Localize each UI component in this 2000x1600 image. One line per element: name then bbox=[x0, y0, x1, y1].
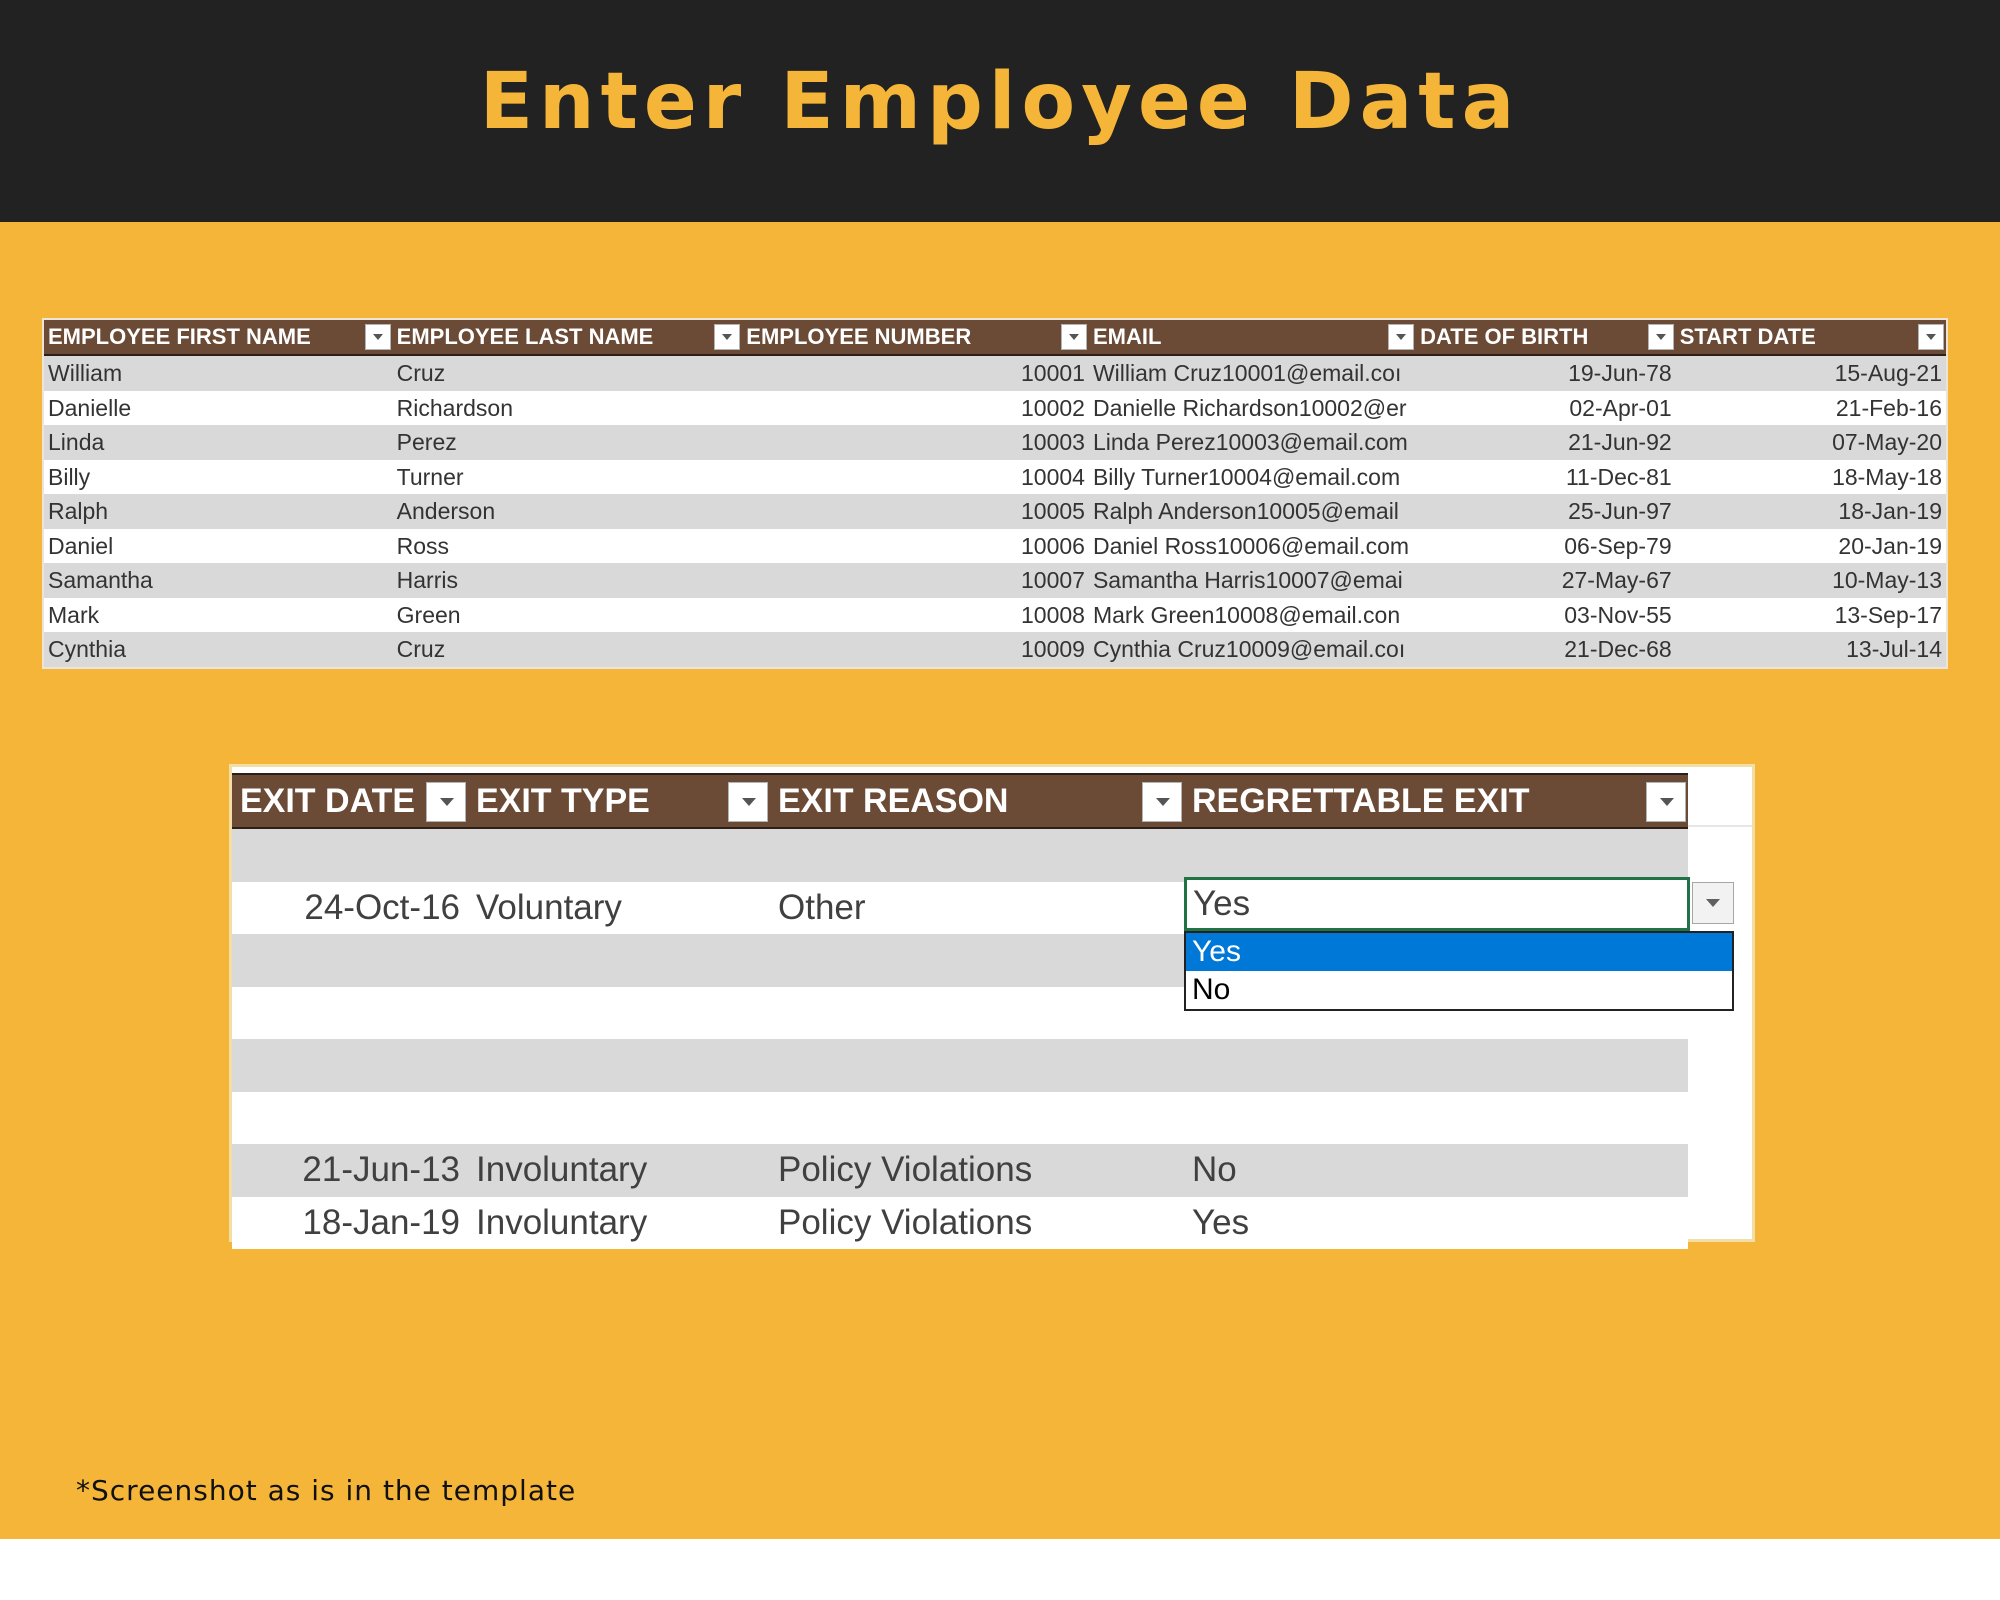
dropdown-list bbox=[1184, 931, 1734, 1011]
table-row bbox=[44, 632, 1946, 667]
table-cell[interactable]: Billy bbox=[48, 463, 91, 490]
column-header-label: EMPLOYEE LAST NAME bbox=[396, 324, 654, 349]
table-cell[interactable]: 21-Jun-13 bbox=[302, 1150, 460, 1189]
table-cell[interactable]: 06-Sep-79 bbox=[1564, 532, 1672, 559]
table-cell[interactable]: Ross bbox=[396, 532, 450, 559]
table-cell[interactable] bbox=[770, 1092, 1184, 1145]
table-cell[interactable]: Yes bbox=[1192, 1202, 1250, 1242]
column-header-employee-number bbox=[742, 320, 1089, 354]
table-cell[interactable] bbox=[468, 1039, 770, 1092]
employee-table bbox=[42, 318, 1948, 669]
column-header-label: START DATE bbox=[1679, 324, 1816, 349]
table-cell[interactable]: 02-Apr-01 bbox=[1569, 394, 1672, 421]
table-row bbox=[232, 1039, 1688, 1092]
table-cell[interactable] bbox=[232, 987, 468, 1040]
table-cell[interactable] bbox=[770, 934, 1184, 987]
filter-dropdown-icon[interactable] bbox=[1061, 324, 1087, 350]
column-header-regrettable-exit bbox=[1184, 775, 1688, 827]
table-cell[interactable]: Involuntary bbox=[476, 1202, 648, 1242]
exit-table-header bbox=[232, 773, 1688, 829]
table-cell[interactable]: Daniel bbox=[48, 532, 114, 559]
filter-dropdown-icon[interactable] bbox=[1646, 782, 1686, 822]
column-header-email bbox=[1089, 320, 1416, 354]
table-cell[interactable] bbox=[232, 1039, 468, 1092]
table-cell[interactable] bbox=[468, 987, 770, 1040]
table-cell[interactable] bbox=[468, 1092, 770, 1145]
table-cell[interactable]: Cruz bbox=[396, 360, 446, 386]
column-header-exit-reason bbox=[770, 775, 1184, 827]
table-cell[interactable]: Samantha Harris10007@emai bbox=[1092, 567, 1403, 593]
filter-dropdown-icon[interactable] bbox=[1648, 324, 1674, 350]
table-cell[interactable]: 27-May-67 bbox=[1561, 567, 1672, 593]
regrettable-exit-selected-cell[interactable]: Yes bbox=[1184, 877, 1690, 931]
table-cell[interactable]: 07-May-20 bbox=[1832, 429, 1942, 455]
table-cell[interactable]: Mark Green10008@email.con bbox=[1092, 601, 1401, 628]
table-cell[interactable]: 10007 bbox=[1021, 567, 1085, 593]
column-header-start-date bbox=[1676, 320, 1946, 354]
table-cell[interactable]: 10004 bbox=[1021, 463, 1085, 490]
filter-dropdown-icon[interactable] bbox=[365, 324, 391, 350]
table-cell[interactable]: 20-Jan-19 bbox=[1838, 532, 1942, 559]
table-cell[interactable] bbox=[232, 829, 468, 882]
table-cell[interactable]: Richardson bbox=[396, 394, 513, 421]
table-cell[interactable]: Perez bbox=[396, 429, 457, 455]
table-cell[interactable]: 10009 bbox=[1021, 636, 1085, 662]
table-row bbox=[44, 391, 1946, 426]
table-cell[interactable]: Voluntary bbox=[476, 887, 622, 927]
table-cell[interactable]: Samantha bbox=[48, 567, 153, 593]
footnote: *Screenshot as is in the template bbox=[76, 1474, 577, 1507]
table-cell[interactable]: 21-Feb-16 bbox=[1835, 394, 1942, 421]
table-cell[interactable]: 13-Sep-17 bbox=[1834, 601, 1942, 628]
table-cell[interactable]: Cruz bbox=[396, 636, 446, 662]
table-cell[interactable]: Linda Perez10003@email.com bbox=[1092, 429, 1408, 455]
column-header-label: EXIT DATE bbox=[240, 782, 416, 820]
table-cell[interactable]: Harris bbox=[396, 567, 458, 593]
employee-table-header bbox=[44, 320, 1946, 356]
table-cell[interactable]: William bbox=[48, 360, 123, 386]
table-cell[interactable]: Anderson bbox=[396, 498, 496, 524]
table-cell[interactable] bbox=[770, 987, 1184, 1040]
table-cell[interactable]: Involuntary bbox=[476, 1150, 648, 1189]
table-row bbox=[44, 563, 1946, 598]
table-cell[interactable]: 10-May-13 bbox=[1832, 567, 1942, 593]
table-cell[interactable]: No bbox=[1192, 1150, 1237, 1189]
filter-dropdown-icon[interactable] bbox=[714, 324, 740, 350]
table-cell[interactable]: 03-Nov-55 bbox=[1564, 601, 1672, 628]
table-cell[interactable]: 24-Oct-16 bbox=[304, 887, 460, 927]
table-cell[interactable]: 13-Jul-14 bbox=[1846, 636, 1942, 662]
table-cell[interactable]: Turner bbox=[396, 463, 464, 490]
column-header-label: EMAIL bbox=[1093, 324, 1162, 349]
column-header-label: REGRETTABLE EXIT bbox=[1192, 782, 1530, 820]
table-cell[interactable]: 10006 bbox=[1021, 532, 1085, 559]
table-row bbox=[232, 1197, 1688, 1250]
table-cell[interactable]: 18-May-18 bbox=[1832, 463, 1942, 490]
table-cell[interactable] bbox=[468, 829, 770, 882]
table-cell[interactable]: Green bbox=[396, 601, 461, 628]
table-cell[interactable]: 15-Aug-21 bbox=[1834, 360, 1942, 386]
table-row bbox=[44, 460, 1946, 495]
table-cell[interactable]: Mark bbox=[48, 601, 100, 628]
page-title: Enter Employee Data bbox=[479, 57, 1521, 147]
table-cell[interactable]: Daniel Ross10006@email.com bbox=[1092, 532, 1410, 559]
table-cell[interactable] bbox=[232, 934, 468, 987]
table-cell[interactable]: 21-Dec-68 bbox=[1564, 636, 1672, 662]
table-cell[interactable]: Other bbox=[778, 887, 866, 927]
table-cell[interactable]: 25-Jun-97 bbox=[1568, 498, 1672, 524]
table-row bbox=[44, 425, 1946, 460]
dropdown-option-yes[interactable]: Yes bbox=[1186, 933, 1732, 971]
column-header-exit-type bbox=[468, 775, 770, 827]
filter-dropdown-icon[interactable] bbox=[1918, 324, 1944, 350]
column-header-date-of-birth bbox=[1416, 320, 1676, 354]
table-cell[interactable]: 10001 bbox=[1021, 360, 1085, 386]
table-cell[interactable]: Policy Violations bbox=[778, 1150, 1033, 1189]
table-cell[interactable]: Ralph Anderson10005@email bbox=[1092, 498, 1399, 524]
table-row bbox=[232, 1092, 1688, 1145]
column-header-label: DATE OF BIRTH bbox=[1420, 324, 1589, 349]
table-cell[interactable]: William Cruz10001@email.coı bbox=[1092, 360, 1402, 386]
table-cell[interactable]: 10005 bbox=[1021, 498, 1085, 524]
table-row bbox=[44, 598, 1946, 633]
table-cell[interactable]: 10002 bbox=[1021, 394, 1085, 421]
table-row bbox=[232, 1144, 1688, 1197]
filter-dropdown-icon[interactable] bbox=[1388, 324, 1414, 350]
filter-dropdown-icon[interactable] bbox=[728, 782, 768, 822]
filter-dropdown-icon[interactable] bbox=[426, 782, 466, 822]
table-cell[interactable] bbox=[232, 1092, 468, 1145]
table-cell[interactable]: 18-Jan-19 bbox=[1838, 498, 1942, 524]
cell-dropdown-icon[interactable] bbox=[1692, 882, 1734, 924]
column-header-label: EMPLOYEE NUMBER bbox=[746, 324, 972, 349]
table-cell[interactable]: Cynthia bbox=[48, 636, 126, 662]
filter-dropdown-icon[interactable] bbox=[1142, 782, 1182, 822]
table-row bbox=[44, 356, 1946, 391]
table-cell[interactable]: 10003 bbox=[1021, 429, 1085, 455]
table-edge bbox=[1688, 825, 1752, 827]
table-cell[interactable] bbox=[770, 829, 1184, 882]
table-cell[interactable]: Cynthia Cruz10009@email.coı bbox=[1092, 636, 1406, 662]
table-cell[interactable] bbox=[1184, 829, 1688, 882]
exit-table bbox=[229, 764, 1755, 1242]
table-cell[interactable] bbox=[468, 934, 770, 987]
table-cell[interactable] bbox=[1184, 1039, 1688, 1092]
table-cell[interactable]: 21-Jun-92 bbox=[1568, 429, 1672, 455]
table-cell[interactable]: 18-Jan-19 bbox=[302, 1202, 460, 1242]
column-header-label: EXIT TYPE bbox=[476, 782, 650, 820]
page-header bbox=[0, 0, 2000, 222]
table-cell[interactable] bbox=[770, 1039, 1184, 1092]
column-header-exit-date bbox=[232, 775, 468, 827]
table-row bbox=[44, 529, 1946, 564]
table-cell[interactable]: Danielle bbox=[48, 394, 132, 421]
table-cell[interactable]: Billy Turner10004@email.com bbox=[1092, 463, 1401, 490]
table-cell[interactable] bbox=[1184, 1092, 1688, 1145]
column-header-last-name bbox=[393, 320, 743, 354]
table-cell[interactable]: 11-Dec-81 bbox=[1565, 463, 1672, 490]
column-header-first-name bbox=[44, 320, 393, 354]
dropdown-option-no[interactable]: No bbox=[1192, 973, 1231, 1006]
table-cell[interactable]: Ralph bbox=[48, 498, 109, 524]
table-cell[interactable]: Policy Violations bbox=[778, 1202, 1033, 1242]
table-row bbox=[232, 829, 1688, 882]
column-header-label: EMPLOYEE FIRST NAME bbox=[48, 324, 311, 349]
table-cell[interactable]: Linda bbox=[48, 429, 105, 455]
employee-table-body bbox=[44, 356, 1946, 667]
column-header-label: EXIT REASON bbox=[778, 782, 1009, 820]
table-cell[interactable]: 10008 bbox=[1021, 601, 1085, 628]
table-cell[interactable]: 19-Jun-78 bbox=[1568, 360, 1672, 386]
table-row bbox=[44, 494, 1946, 529]
table-cell[interactable]: Danielle Richardson10002@er bbox=[1092, 394, 1407, 421]
